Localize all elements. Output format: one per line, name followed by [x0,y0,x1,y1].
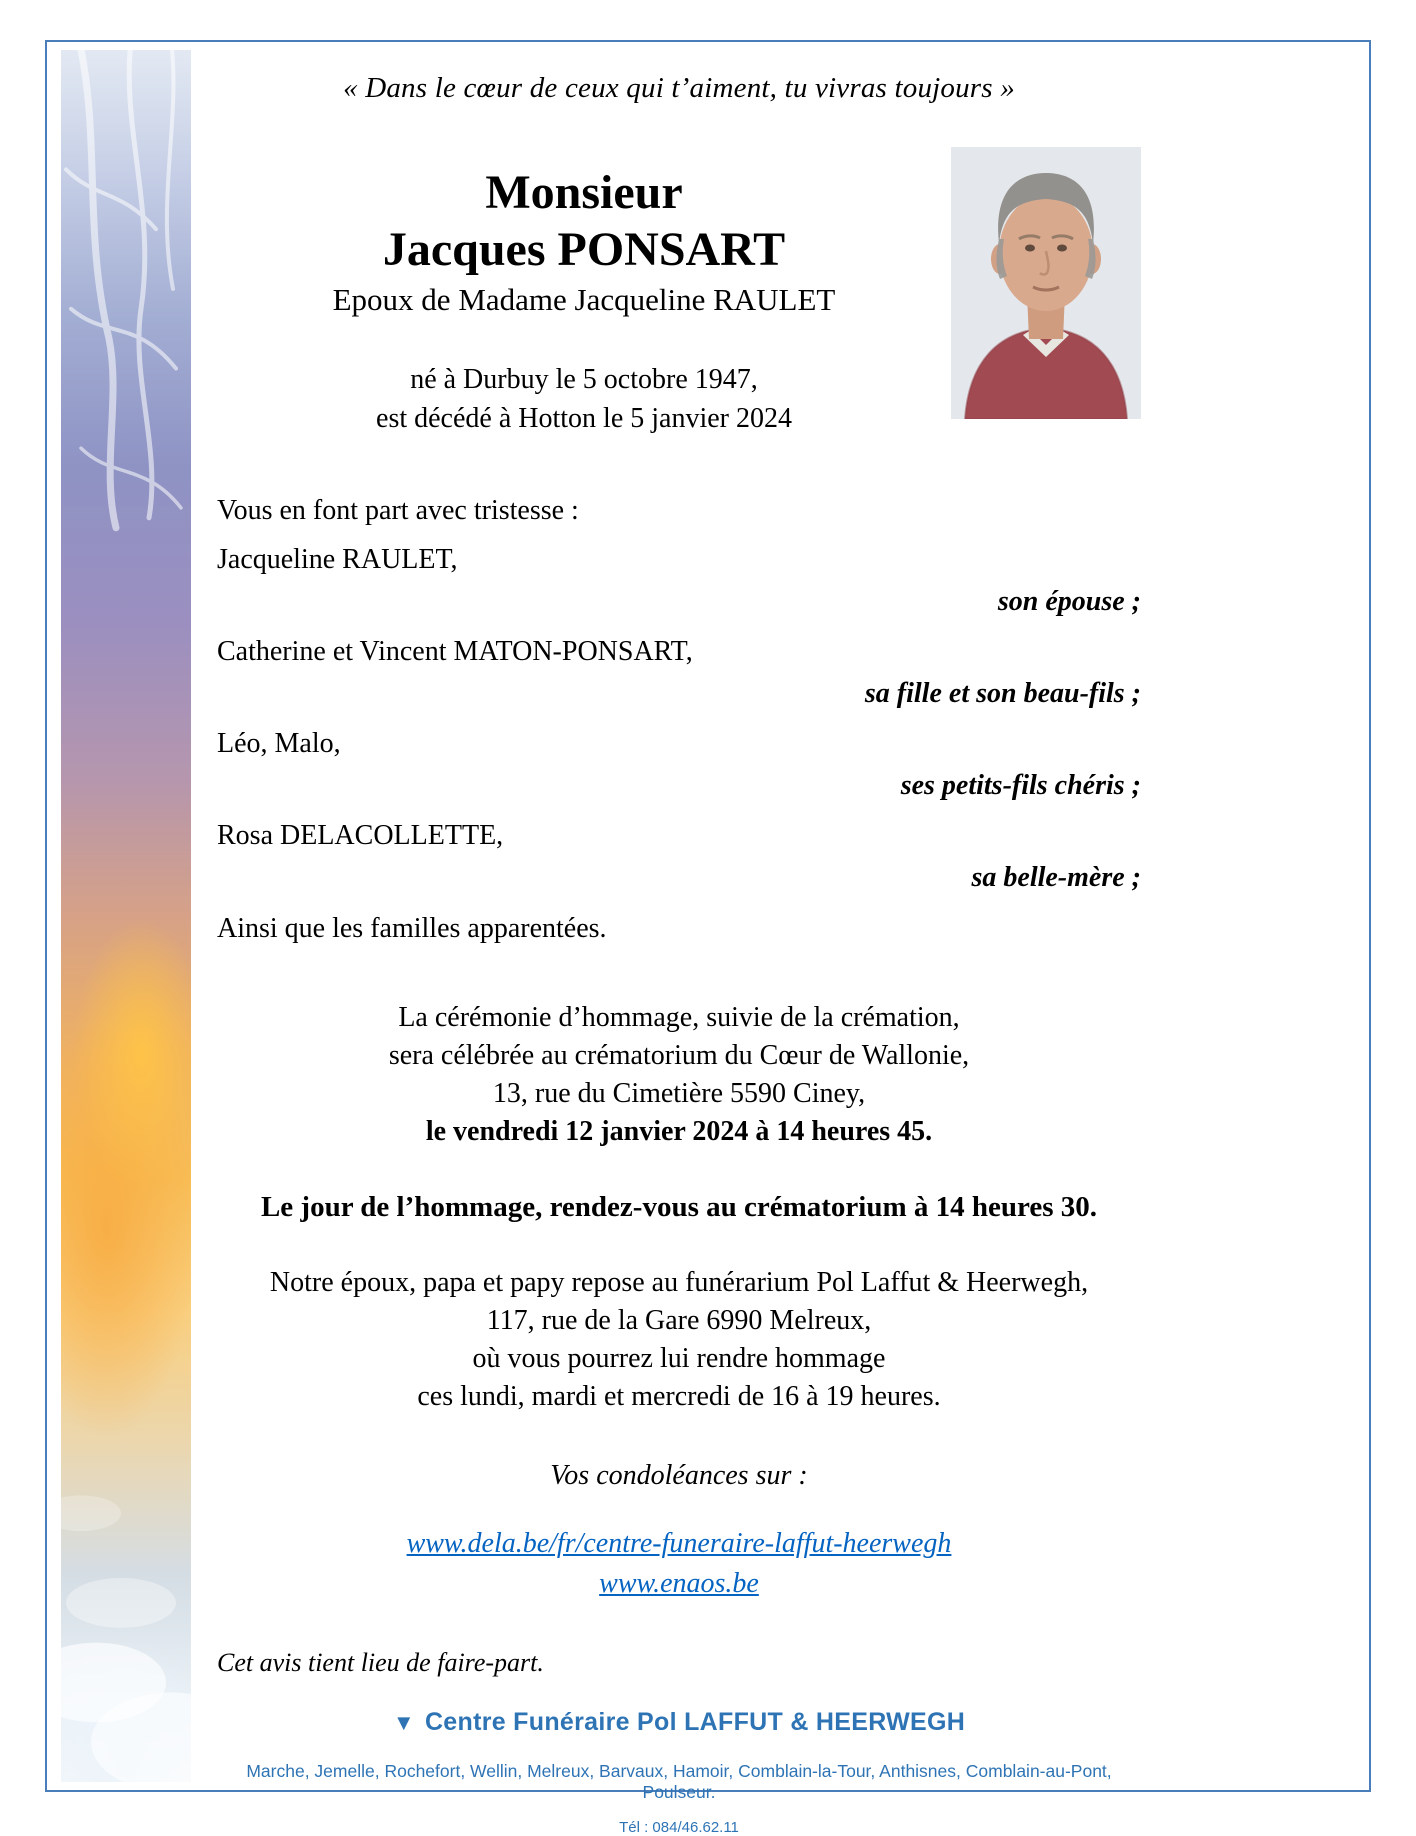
relative-relation: ses petits-fils chéris ; [900,769,1141,801]
faire-part-notice: Cet avis tient lieu de faire-part. [217,1647,544,1677]
portrait-photo [951,147,1141,419]
announcement-intro: Vous en font part avec tristesse : [217,494,579,526]
death-line: est décédé à Hotton le 5 janvier 2024 [376,403,792,435]
deceased-title: Monsieur [485,166,683,219]
funeral-home-name-text: Centre Funéraire Pol LAFFUT & HEERWEGH [424,1707,966,1736]
deceased-header [217,143,951,439]
condolences-link-dela[interactable]: www.dela.be/fr/centre-funeraire-laffut-heerwegh [406,1527,952,1559]
funeral-home-footer [217,1708,1141,1836]
ceremony-line: sera célébrée au crématorium du Cœur de Wallonie, [388,1039,970,1071]
mourning-card-page [45,40,1371,1836]
condolences-link-enaos[interactable]: www.enaos.be [599,1567,759,1599]
meeting-line: Le jour de l’hommage, rendez-vous au crématorium à 14 heures 30. [260,1190,1098,1223]
relative-relation: sa fille et son beau-fils ; [864,677,1141,709]
portrait-illustration [951,147,1141,419]
ceremony-date-line: le vendredi 12 janvier 2024 à 14 heures 45. [425,1115,933,1147]
funeral-home-phone: Tél : 084/46.62.11 [619,1818,739,1836]
brand-triangle-icon: ▼ [392,1709,415,1735]
header-row [217,143,1141,439]
families-line: Ainsi que les familles apparentées. [217,912,607,944]
card-content [191,42,1369,1836]
repose-line: où vous pourrez lui rendre hommage [472,1342,886,1374]
condolences-links [217,1524,1141,1604]
repose-line: ces lundi, mardi et mercredi de 16 à 19 heures. [417,1380,941,1412]
deceased-relation: Epoux de Madame Jacqueline RAULET [332,282,836,318]
funeral-home-name [217,1708,1141,1737]
relative-group [217,727,1141,803]
relative-name: Léo, Malo, [217,727,341,759]
ceremony-line: La cérémonie d’hommage, suivie de la crémation, [398,1001,960,1033]
deceased-dates [217,360,951,438]
relative-group [217,543,1141,619]
repose-line: Notre époux, papa et papy repose au funérarium Pol Laffut & Heerwegh, [269,1266,1089,1298]
frost-branches-decor [61,50,191,1782]
funeral-home-locations: Marche, Jemelle, Rochefort, Wellin, Melreux, Barvaux, Hamoir, Comblain-la-Tour, Anthisnes, Comblain-au-Pont, Poulseur. [246,1760,1112,1802]
ceremony-block [217,999,1141,1151]
repose-block [217,1264,1141,1416]
relative-name: Rosa DELACOLLETTE, [217,819,504,851]
ceremony-line: 13, rue du Cimetière 5590 Ciney, [492,1077,866,1109]
deceased-name: Jacques PONSART [382,222,786,276]
repose-line: 117, rue de la Gare 6990 Melreux, [486,1304,872,1336]
relative-group [217,819,1141,895]
relative-name: Catherine et Vincent MATON-PONSART, [217,635,693,667]
memorial-quote: « Dans le cœur de ceux qui t’aiment, tu vivras toujours » [343,72,1015,104]
winter-photo-strip [61,50,191,1782]
relative-relation: sa belle-mère ; [971,861,1141,893]
birth-line: né à Durbuy le 5 octobre 1947, [410,364,758,396]
relative-group [217,635,1141,711]
condolences-label: Vos condoléances sur : [550,1459,808,1491]
relative-name: Jacqueline RAULET, [217,543,458,575]
relative-relation: son épouse ; [997,585,1141,617]
